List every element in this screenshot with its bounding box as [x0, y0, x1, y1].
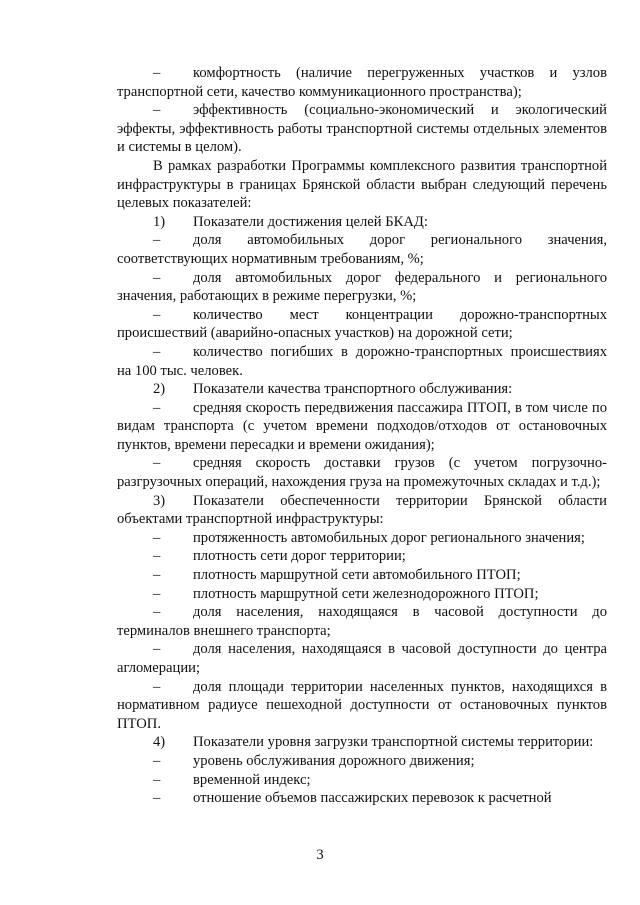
numbered-heading: [117, 492, 607, 529]
text-line: [117, 380, 607, 399]
list-number: 3): [153, 492, 166, 509]
list-dash: –: [153, 585, 161, 602]
line-text: Показатели обеспеченности территории Брянской области: [193, 492, 607, 509]
line-text: агломерации;: [117, 660, 200, 676]
line-text: эффекты, эффективность работы транспортной системы отдельных элементов: [117, 120, 607, 137]
line-text: В рамках разработки Программы комплексного развития транспортной: [153, 157, 607, 174]
list-dash: –: [153, 306, 161, 323]
list-dash: –: [153, 752, 161, 769]
text-line: [117, 250, 607, 269]
list-number: 1): [153, 213, 166, 230]
list-item: [117, 585, 607, 604]
line-text: доля площади территории населенных пунктов, находящихся в: [193, 678, 607, 695]
text-line: [117, 622, 607, 641]
text-line: [117, 231, 607, 250]
text-line: [117, 157, 607, 176]
list-dash: –: [153, 567, 161, 584]
line-text: Показатели уровня загрузки транспортной системы территории:: [193, 734, 594, 751]
list-dash: –: [153, 548, 161, 565]
text-line: [117, 771, 607, 790]
list-dash: –: [153, 771, 161, 788]
line-text: соответствующих нормативным требованиям, %;: [117, 250, 424, 267]
text-line: [117, 417, 607, 436]
text-line: [117, 436, 607, 455]
line-text: объектами транспортной инфраструктуры:: [117, 511, 384, 528]
text-line: [117, 101, 607, 120]
list-number: 4): [153, 734, 166, 751]
list-dash: –: [153, 102, 161, 119]
text-line: [117, 269, 607, 288]
list-dash: –: [153, 269, 161, 286]
line-text: протяженность автомобильных дорог регионального значения;: [193, 529, 585, 546]
line-text: плотность маршрутной сети автомобильного ПТОП;: [193, 567, 521, 584]
line-text: происшествий (аварийно-опасных участков) на дорожной сети;: [117, 325, 513, 342]
line-text: доля населения, находящаяся в часовой доступности до: [193, 604, 607, 621]
paragraph: [117, 157, 607, 213]
text-line: [117, 287, 607, 306]
text-line: [117, 603, 607, 622]
list-item: [117, 269, 607, 306]
list-dash: –: [153, 399, 161, 416]
text-line: [117, 585, 607, 604]
text-line: [117, 640, 607, 659]
text-line: [117, 696, 607, 715]
line-text: видам транспорта (с учетом времени подходов/отходов от остановочных: [117, 418, 607, 435]
line-text: целевых показателей:: [117, 195, 252, 212]
list-dash: –: [153, 529, 161, 546]
list-item: [117, 306, 607, 343]
text-line: [117, 64, 607, 83]
text-line: [117, 138, 607, 157]
line-text: доля автомобильных дорог федерального и регионального: [193, 269, 607, 286]
list-item: [117, 789, 607, 808]
list-item: [117, 529, 607, 548]
list-item: [117, 101, 607, 157]
list-item: [117, 752, 607, 771]
list-item: [117, 547, 607, 566]
text-line: [117, 213, 607, 232]
line-text: и системы в целом).: [117, 139, 242, 156]
list-item: [117, 231, 607, 268]
list-item: [117, 566, 607, 585]
list-item: [117, 343, 607, 380]
list-dash: –: [153, 604, 161, 621]
text-line: [117, 120, 607, 139]
text-line: [117, 510, 607, 529]
line-text: терминалов внешнего транспорта;: [117, 622, 331, 639]
line-text: доля населения, находящаяся в часовой доступности до центра: [193, 641, 607, 658]
line-text: плотность маршрутной сети железнодорожного ПТОП;: [193, 585, 539, 602]
text-line: [117, 566, 607, 585]
text-line: [117, 83, 607, 102]
list-item: [117, 64, 607, 101]
list-number: 2): [153, 381, 166, 398]
text-line: [117, 547, 607, 566]
line-text: временной индекс;: [193, 771, 311, 788]
line-text: транспортной сети, качество коммуникационного пространства);: [117, 83, 522, 100]
line-text: отношение объемов пассажирских перевозок к расчетной: [193, 790, 552, 807]
text-line: [117, 678, 607, 697]
list-dash: –: [153, 790, 161, 807]
text-line: [117, 194, 607, 213]
line-text: эффективность (социально-экономический и экологический: [193, 102, 607, 119]
text-line: [117, 529, 607, 548]
line-text: пунктов, времени пересадки и времени ожидания);: [117, 436, 435, 453]
line-text: средняя скорость доставки грузов (с учетом погрузочно-: [193, 455, 607, 472]
text-line: [117, 492, 607, 511]
list-dash: –: [153, 65, 161, 81]
text-line: [117, 454, 607, 473]
line-text: ПТОП.: [117, 715, 161, 732]
list-dash: –: [153, 455, 161, 472]
line-text: на 100 тыс. человек.: [117, 362, 243, 379]
list-item: [117, 771, 607, 790]
list-dash: –: [153, 343, 161, 360]
line-text: количество мест концентрации дорожно-транспортных: [193, 306, 607, 323]
line-text: Показатели качества транспортного обслуживания:: [193, 381, 513, 398]
line-text: доля автомобильных дорог регионального значения,: [193, 232, 607, 249]
text-line: [117, 789, 607, 808]
line-text: уровень обслуживания дорожного движения;: [193, 752, 475, 769]
text-line: [117, 306, 607, 325]
text-line: [117, 343, 607, 362]
line-text: инфраструктуры в границах Брянской области выбран следующий перечень: [117, 176, 607, 193]
line-text: комфортность (наличие перегруженных участков и узлов: [193, 65, 607, 81]
list-item: [117, 678, 607, 734]
list-dash: –: [153, 678, 161, 695]
text-line: [117, 362, 607, 381]
list-item: [117, 399, 607, 455]
document-body: [117, 64, 607, 808]
line-text: количество погибших в дорожно-транспортных происшествиях: [193, 343, 607, 360]
list-item: [117, 640, 607, 677]
line-text: средняя скорость передвижения пассажира ПТОП, в том числе по: [193, 399, 607, 416]
text-line: [117, 176, 607, 195]
line-text: нормативном радиусе пешеходной доступности от остановочных пунктов: [117, 697, 607, 714]
list-dash: –: [153, 641, 161, 658]
page-number: 3: [316, 847, 324, 863]
text-line: [117, 659, 607, 678]
text-line: [117, 324, 607, 343]
text-line: [117, 715, 607, 734]
numbered-heading: [117, 380, 607, 399]
numbered-heading: [117, 733, 607, 752]
text-line: [117, 733, 607, 752]
text-line: [117, 752, 607, 771]
line-text: плотность сети дорог территории;: [193, 548, 406, 565]
list-dash: –: [153, 232, 161, 249]
text-line: [117, 399, 607, 418]
line-text: разгрузочных операций, нахождения груза на промежуточных складах и т.д.);: [117, 474, 601, 491]
line-text: значения, работающих в режиме перегрузки, %;: [117, 288, 417, 305]
list-item: [117, 603, 607, 640]
text-line: [117, 473, 607, 492]
numbered-heading: [117, 213, 607, 232]
list-item: [117, 454, 607, 491]
line-text: Показатели достижения целей БКАД:: [193, 213, 428, 230]
